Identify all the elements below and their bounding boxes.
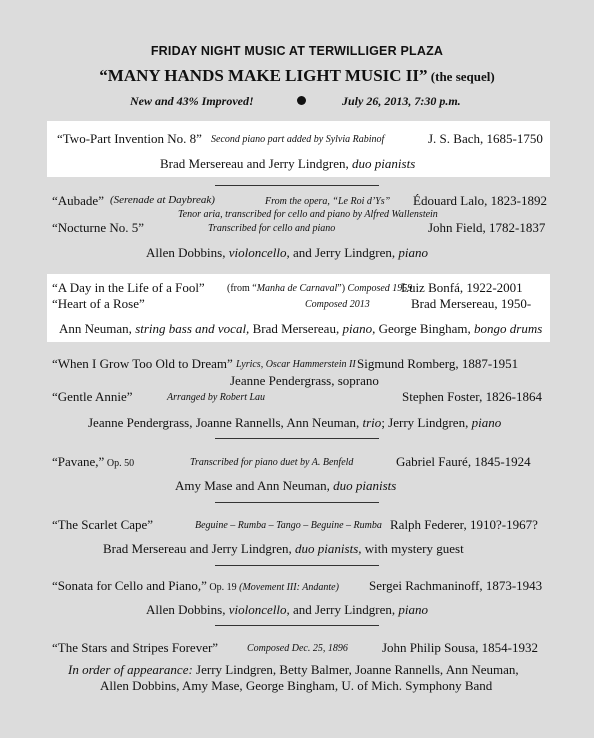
tagline: New and 43% Improved! [130, 94, 254, 108]
composer: Sigmund Romberg, 1887-1951 [357, 356, 519, 371]
piece-title: “Heart of a Rose” [52, 296, 145, 311]
composer: Gabriel Fauré, 1845-1924 [396, 454, 531, 469]
performers [175, 478, 396, 494]
order-names: Jerry Lindgren, Betty Balmer, Joanne Rannells, Ann Neuman, [192, 662, 519, 677]
performer-role: duo pianists [333, 478, 397, 493]
composer: J. S. Bach, 1685-1750 [428, 131, 543, 146]
piece-title: “The Stars and Stripes Forever” [52, 640, 219, 655]
piece-note: Arranged by Robert Lau [167, 392, 266, 403]
order-of-appearance-2: Allen Dobbins, Amy Mase, George Bingham, U. of Mich. Symphony Band [100, 678, 493, 693]
performers [146, 602, 428, 618]
performer-name: and Jerry Lindgren, [289, 602, 399, 617]
event-header: FRIDAY NIGHT MUSIC AT TERWILLIGER PLAZA [150, 44, 444, 58]
piece-title: “When I Grow Too Old to Dream” [52, 356, 233, 371]
program-title-main: “MANY HANDS MAKE LIGHT MUSIC II” [99, 66, 428, 85]
opus: Op. 19 [206, 582, 240, 593]
piece-note: Beguine – Rumba – Tango – Beguine – Rumba [195, 520, 382, 531]
divider [215, 438, 379, 439]
performer-name: Allen Dobbins, [146, 245, 229, 260]
piece-title [52, 578, 339, 594]
piece-title: “Gentle Annie” [52, 389, 133, 404]
piece-title-text: “Pavane,” [52, 454, 105, 469]
performers [88, 415, 501, 431]
program-title [0, 66, 594, 86]
performer-role: piano [471, 415, 502, 430]
performer-name: ; Jerry Lindgren, [381, 415, 472, 430]
performers [146, 245, 428, 261]
piece-subtitle: (Serenade at Daybreak) [110, 194, 215, 206]
note-part: ”) [337, 283, 348, 294]
performer-role: violoncello, [228, 602, 290, 617]
show-through-text [420, 18, 423, 30]
order-label: In order of appearance: [68, 662, 193, 677]
piece-note: From the opera, “Le Roi d’Ys” [265, 196, 391, 207]
piece-note: (Movement III: Andante) [239, 582, 339, 593]
composer: Sergei Rachmaninoff, 1873-1943 [369, 578, 543, 593]
order-of-appearance [68, 662, 519, 678]
divider [215, 565, 379, 566]
piece-note: Second piano part added by Sylvia Rabinof [211, 134, 385, 145]
piece-title: “A Day in the Life of a Fool” [52, 280, 205, 295]
note-part: Composed 1959 [347, 283, 413, 294]
piece-note: Composed Dec. 25, 1896 [247, 643, 348, 654]
performers [103, 541, 464, 557]
bullet-dot [297, 96, 306, 105]
piece-note-2: Tenor aria, transcribed for cello and piano by Alfred Wallenstein [178, 209, 438, 220]
program-title-sub: (the sequel) [427, 69, 495, 84]
piece-title: “The Scarlet Cape” [52, 517, 154, 532]
composer: Édouard Lalo, 1823-1892 [413, 193, 547, 208]
piece-note: Lyrics, Oscar Hammerstein II [236, 359, 356, 370]
performer-role: piano [398, 602, 429, 617]
piece-note: Composed 2013 [305, 299, 370, 310]
composer: Stephen Foster, 1826-1864 [402, 389, 542, 404]
piece-title [52, 454, 134, 470]
performer-name: Brad Mersereau and Jerry Lindgren, [103, 541, 296, 556]
performer-role: duo pianists, [295, 541, 362, 556]
performer-role: trio [362, 415, 382, 430]
performer-role: piano, [342, 321, 376, 336]
composer: John Philip Sousa, 1854-1932 [382, 640, 539, 655]
performers [160, 156, 415, 172]
performer-role: piano [398, 245, 429, 260]
note-part: Manha de Carnaval [256, 283, 338, 294]
performer-name: Jeanne Pendergrass, Joanne Rannells, Ann Neuman, [88, 415, 363, 430]
note-part: (from “ [227, 283, 257, 294]
piece-title-text: “Sonata for Cello and Piano,” [52, 578, 207, 593]
composer: Luiz Bonfá, 1922-2001 [401, 280, 523, 295]
piece-title: “Two-Part Invention No. 8” [57, 131, 202, 146]
piece-note [227, 283, 412, 294]
performer-name: Brad Mersereau, [249, 321, 343, 336]
performer-names: Amy Mase and Ann Neuman, [175, 478, 334, 493]
opus: Op. 50 [104, 458, 135, 469]
performers [59, 321, 542, 337]
piece-note: Transcribed for cello and piano [208, 223, 336, 234]
performer-name: George Bingham, [375, 321, 475, 336]
divider [215, 185, 379, 186]
piece-title: “Nocturne No. 5” [52, 220, 145, 235]
performers: Jeanne Pendergrass, soprano [230, 373, 379, 388]
composer: Brad Mersereau, 1950- [411, 296, 532, 311]
performer-role: violoncello, [228, 245, 290, 260]
performer-name: and Jerry Lindgren, [289, 245, 399, 260]
performer-role: string bass and vocal, [135, 321, 250, 336]
divider [215, 625, 379, 626]
composer: Ralph Federer, 1910?-1967? [390, 517, 538, 532]
piece-title: “Aubade” [52, 193, 104, 208]
performer-name: Ann Neuman, [59, 321, 136, 336]
performer-name: with mystery guest [361, 541, 464, 556]
piece-note: Transcribed for piano duet by A. Benfeld [190, 457, 354, 468]
event-date: July 26, 2013, 7:30 p.m. [342, 94, 461, 108]
composer: John Field, 1782-1837 [428, 220, 546, 235]
performer-role: duo pianists [352, 156, 416, 171]
divider [215, 502, 379, 503]
performer-names: Brad Mersereau and Jerry Lindgren, [160, 156, 353, 171]
performer-name: Allen Dobbins, [146, 602, 229, 617]
performer-role: bongo drums [474, 321, 543, 336]
